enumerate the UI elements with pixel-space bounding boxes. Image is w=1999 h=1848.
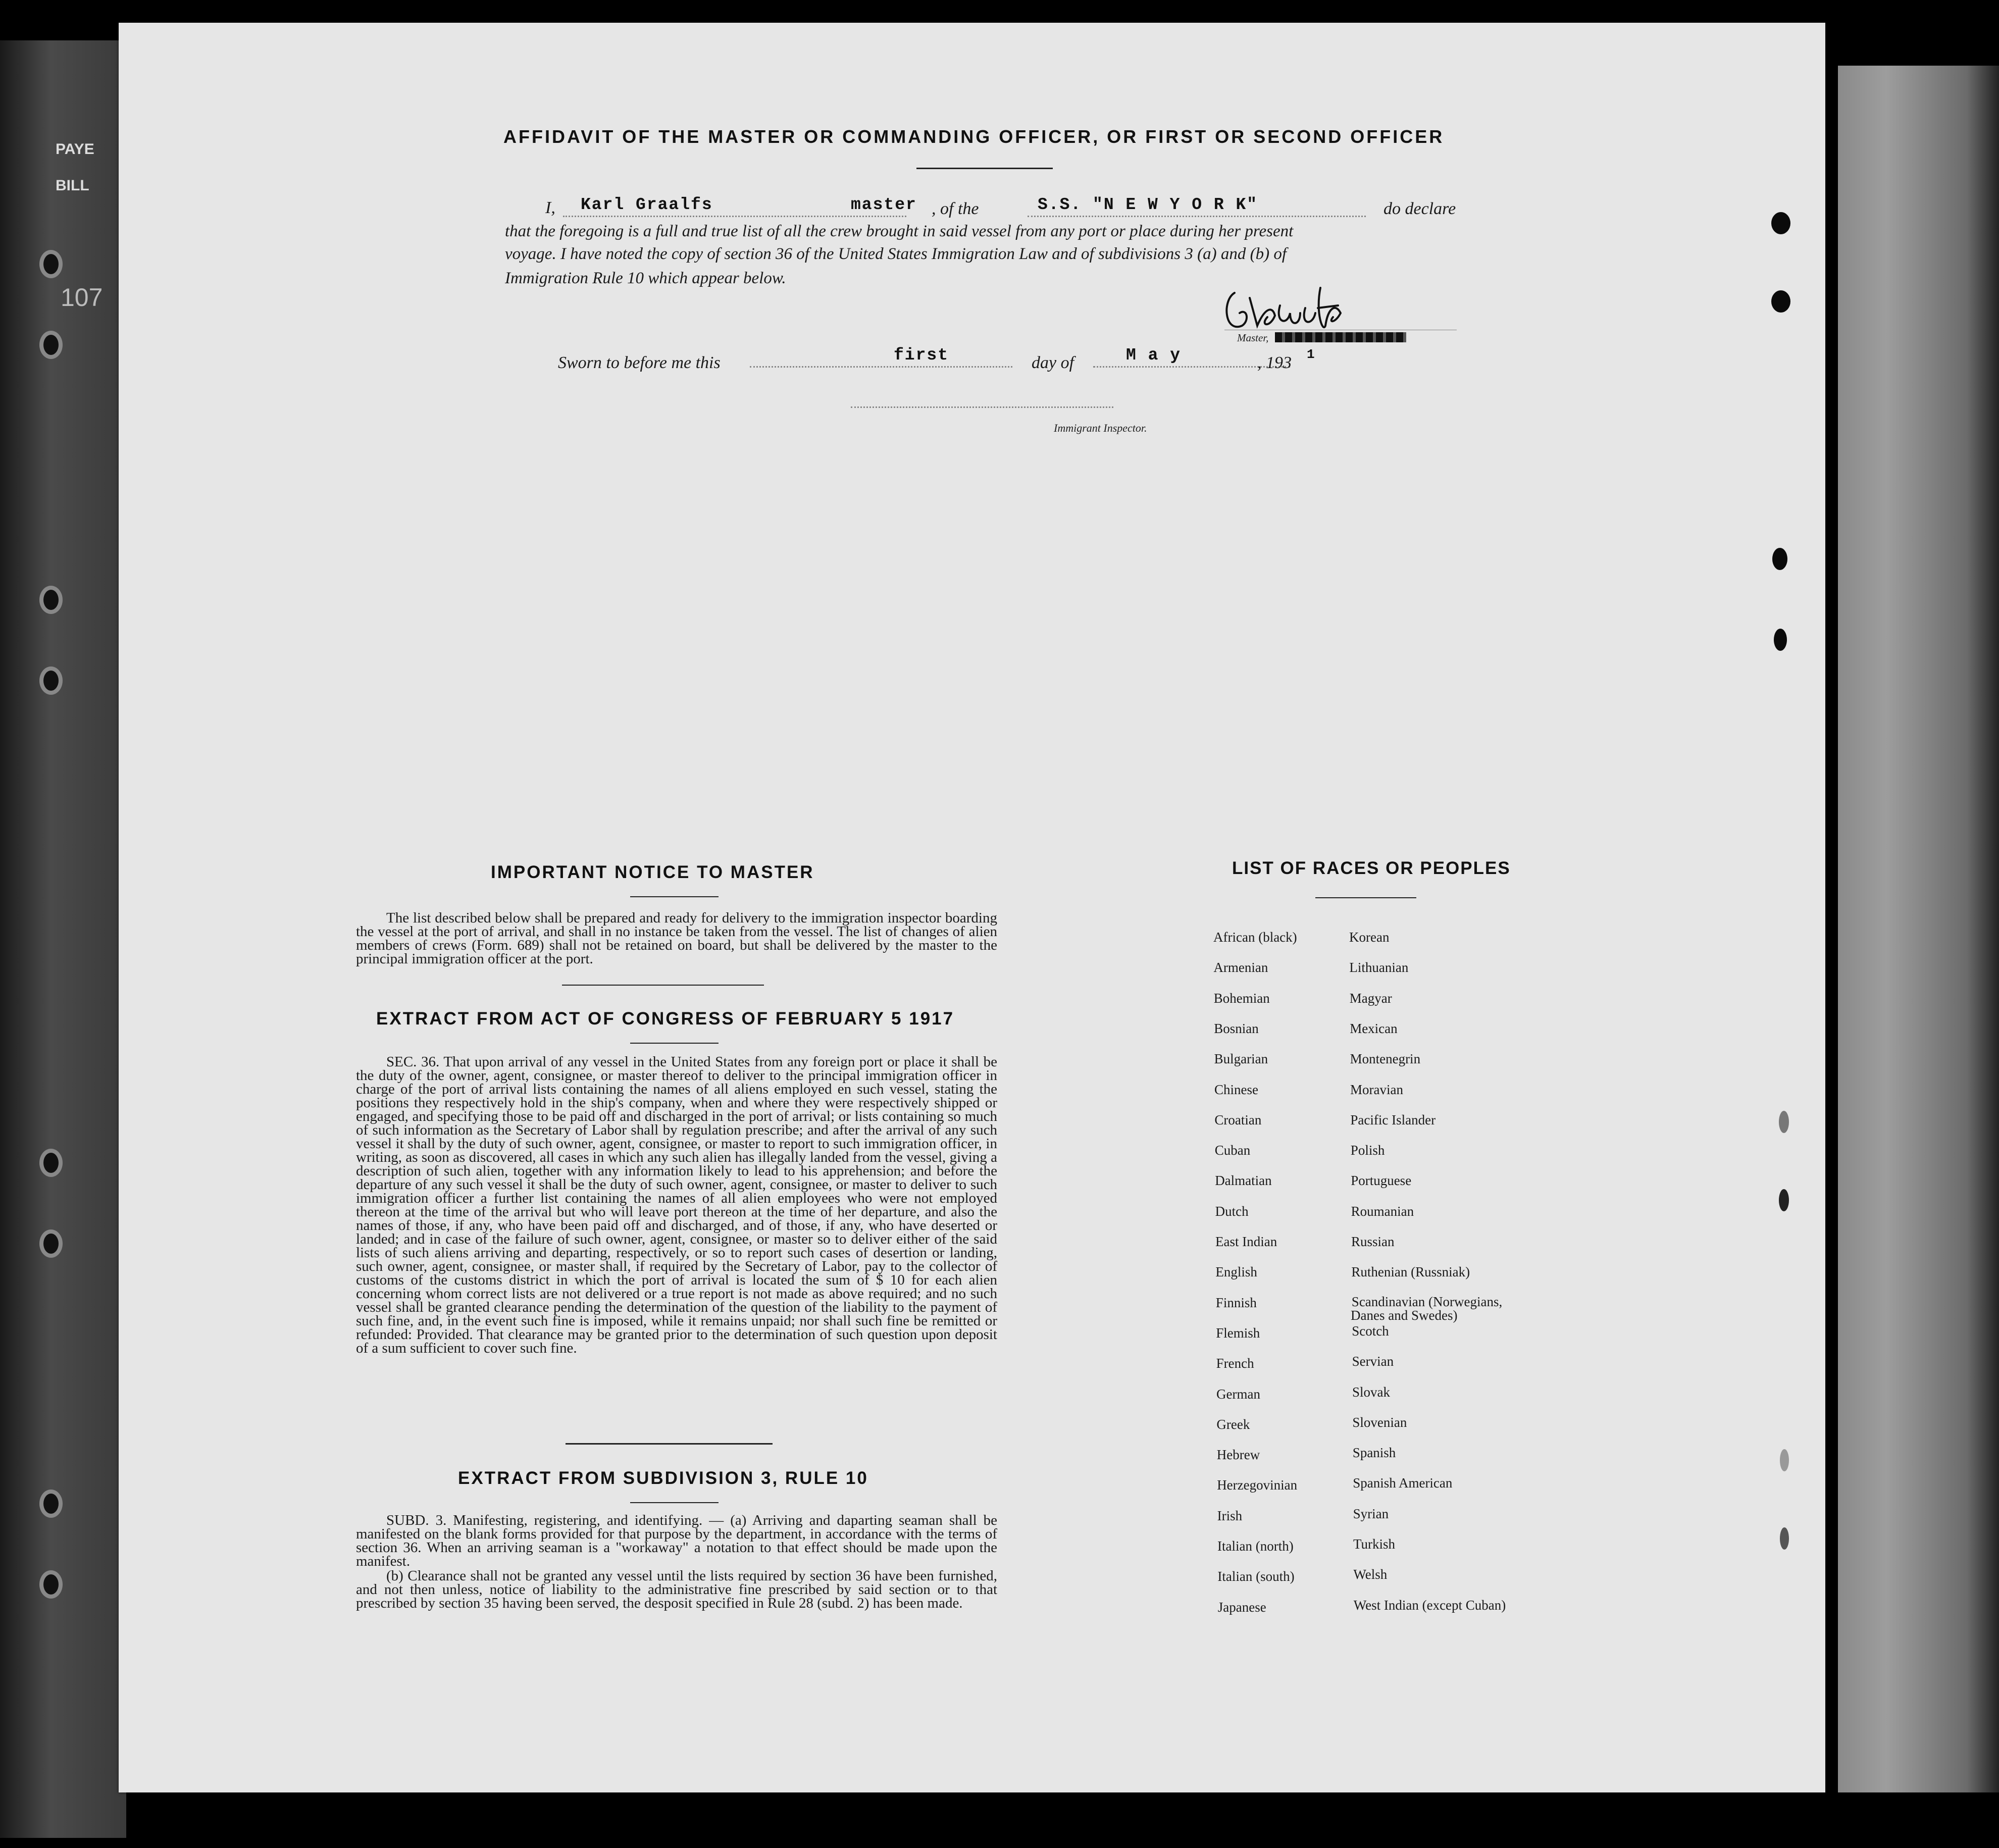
notice-divider: [562, 985, 764, 986]
year-digit: 1: [1307, 347, 1316, 362]
day-of-label: day of: [1032, 353, 1074, 372]
sworn-month: M a y: [1126, 346, 1182, 365]
race-item: Scotch: [1352, 1323, 1389, 1339]
inspector-line: [851, 406, 1113, 408]
punch-hole-7: [1780, 1449, 1789, 1471]
punch-hole-3: [1772, 548, 1787, 570]
race-item: Dalmatian: [1215, 1173, 1272, 1189]
race-item: Turkish: [1353, 1536, 1396, 1552]
punch-hole-5: [1779, 1111, 1789, 1133]
binder-hole-2: [39, 331, 63, 359]
notice-text: The list described below shall be prepared and ready for delivery to the immigration inspector boarding the vessel at the port of arrival, and shall in no instance be taken from the vessel. The list of changes of alien members of crews (Form. 689) shall not be retained on board, but shall be delivered by the master to the principal immigration officer at the port.: [356, 910, 997, 967]
affidavit-i-label: I,: [545, 198, 555, 217]
race-item: Armenian: [1213, 960, 1268, 976]
punch-hole-4: [1774, 629, 1787, 651]
race-item: Spanish American: [1353, 1475, 1453, 1491]
punch-hole-6: [1779, 1189, 1789, 1211]
stamp-line-2: BILL: [56, 177, 89, 194]
race-item: Dutch: [1215, 1203, 1249, 1219]
races-rule: [1315, 897, 1416, 898]
race-item: English: [1215, 1264, 1257, 1280]
master-name: Karl Graalfs: [581, 195, 713, 214]
binder-hole-8: [39, 1570, 63, 1599]
race-item: Japanese: [1217, 1599, 1266, 1615]
binder-hole-7: [39, 1490, 63, 1518]
binder-hole-4: [39, 666, 63, 695]
affidavit-title-rule: [916, 168, 1053, 169]
race-item: Servian: [1352, 1354, 1394, 1369]
stamp-line-1: PAYE: [56, 141, 94, 158]
race-item: West Indian (except Cuban): [1353, 1597, 1506, 1613]
affidavit-title: AFFIDAVIT OF THE MASTER OR COMMANDING OFFICER, OR FIRST OR SECOND OFFICER: [503, 126, 1445, 147]
master-rank: master: [851, 195, 917, 214]
back-page-edge: [1838, 66, 1999, 1792]
sworn-prefix: Sworn to before me this: [558, 353, 721, 372]
race-item: Bohemian: [1213, 990, 1270, 1006]
race-item: Montenegrin: [1350, 1051, 1421, 1067]
signature-caption: Master,: [1237, 332, 1269, 344]
race-item: Mexican: [1350, 1020, 1398, 1036]
of-the-label: , of the: [932, 199, 979, 218]
ghost-number: 107: [61, 283, 103, 312]
race-item: Scandinavian (Norwegians,: [1351, 1294, 1503, 1309]
punch-hole-2: [1771, 290, 1790, 313]
race-item: Magyar: [1349, 990, 1392, 1006]
race-item: Italian (south): [1217, 1569, 1295, 1584]
race-item: Polish: [1350, 1143, 1385, 1158]
day-underline: [750, 366, 1012, 368]
race-item: Finnish: [1215, 1295, 1257, 1310]
do-declare-label: do declare: [1383, 199, 1456, 218]
race-item: Italian (north): [1217, 1538, 1294, 1554]
race-item: Pacific Islander: [1350, 1112, 1436, 1127]
manifest-page: [119, 23, 1825, 1792]
affidavit-line-3: voyage. I have noted the copy of section 36 of the United States Immigration Law and of subdivisions 3 (a) and (b) of: [505, 245, 1287, 263]
race-item: Moravian: [1350, 1082, 1403, 1097]
race-item: French: [1216, 1356, 1254, 1371]
race-item: Cuban: [1214, 1143, 1251, 1158]
rule-text-b: (b) Clearance shall not be granted any vessel until the lists required by section 36 have been furnished, and not then unless, notice of liability to the administrative fine prescribed by said section or to that prescribed by section 35 having been served, the desposit specified in Rule 28 (subd. 2) has been made.: [356, 1568, 997, 1611]
rule-rule: [630, 1502, 719, 1503]
race-item: Ruthenian (Russniak): [1351, 1264, 1470, 1280]
race-item: Syrian: [1353, 1506, 1389, 1521]
race-item: Bosnian: [1214, 1020, 1259, 1036]
binder-hole-1: [39, 250, 63, 278]
punch-hole-1: [1771, 212, 1790, 234]
race-item: Bulgarian: [1214, 1051, 1268, 1067]
binder-hole-5: [39, 1149, 63, 1177]
race-item: Portuguese: [1351, 1173, 1412, 1189]
race-item: East Indian: [1215, 1234, 1277, 1249]
race-item: Chinese: [1214, 1082, 1258, 1097]
name-underline: [563, 216, 906, 217]
sworn-day: first: [894, 346, 949, 365]
binder-hole-6: [39, 1229, 63, 1258]
affidavit-line-4: Immigration Rule 10 which appear below.: [505, 269, 786, 287]
race-item: Spanish: [1352, 1445, 1396, 1461]
inspector-caption: Immigrant Inspector.: [1054, 422, 1147, 434]
race-item: Welsh: [1353, 1567, 1388, 1582]
binder-strip: [0, 40, 126, 1838]
rule-text-a: SUBD. 3. Manifesting, registering, and identifying. — (a) Arriving and daparting seaman shall be manifested on the blank forms provided for that purpose by the department, in accordance with the terms of section 36. When an arriving seaman is a "workaway" a notation to that effect should be made upon the manifest.: [356, 1512, 997, 1569]
vessel-name: S.S. "N E W Y O R K": [1038, 195, 1258, 214]
act-rule: [630, 1043, 719, 1044]
margin-stamp: [56, 131, 94, 204]
race-item: Russian: [1351, 1234, 1395, 1249]
race-item: Greek: [1216, 1416, 1250, 1432]
punch-hole-8: [1780, 1527, 1789, 1550]
binder-hole-3: [39, 586, 63, 614]
race-item: Flemish: [1216, 1325, 1260, 1341]
race-item: Lithuanian: [1349, 960, 1409, 976]
race-item: Slovenian: [1352, 1414, 1407, 1430]
act-text: SEC. 36. That upon arrival of any vessel in the United States from any foreign port or place it shall be the duty of the owner, agent, consignee, or master thereof to deliver to the principal immigration officer in charge of the port of arrival lists containing the names of all aliens employed en such vessel, stating the positions they respectively hold in the ship's company, when and where they were respectively shipped or engaged, and specifying those to be paid off and discharged in the port of arrival; or lists containing so much of such information as the Secretary of Labor shall by regulation prescribe; and after the arrival of any such vessel it shall by the duty of such owner, agent, consignee, or master to report to such immigration officer, in writing, as soon as discovered, all cases in which any such alien has illegally landed from the vessel, giving a description of such alien, together with any information likely to lead to his apprehension; and before the departure of any such vessel it shall be the duty of such owner, agent, consignee, or master to deliver to such immigration officer a further list containing the names of all alien employees who were not employed thereon at the time of the arrival but who will leave port thereon at the time of her departure, and also the names of those, if any, who have been paid off and discharged, and of those, if any, who have deserted or landed; and in case of the failure of such owner, agent, consignee, or master so to deliver either of the said lists of such aliens arriving and departing, respectively, or so to report such cases of desertion or landing, such owner, agent, consignee, or master shall, if required by the Secretary of Labor, pay to the collector of customs of the customs district in which the port of arrival is located the sum of $ 10 for each alien concerning whom correct lists are not delivered or a true report is not made as above required; and no such vessel shall be granted clearance pending the determination of the question of the liability to the payment of such fine, and, in the event such fine is imposed, while it remains unpaid; nor shall such fine be remitted or refunded: Provided. That clearance may be granted prior to the determination of such question upon deposit of a sum sufficient to cover such fine.: [356, 1054, 997, 1356]
race-item: Irish: [1217, 1508, 1243, 1523]
notice-title: IMPORTANT NOTICE TO MASTER: [491, 862, 814, 882]
affidavit-line-2: that the foregoing is a full and true list of all the crew brought in said vessel from any port or place during her present: [505, 222, 1294, 240]
year-prefix: , 193: [1257, 353, 1292, 372]
notice-rule: [630, 896, 719, 897]
race-item: Slovak: [1352, 1384, 1391, 1400]
race-item-continuation: Danes and Swedes): [1351, 1308, 1458, 1323]
race-item: Roumanian: [1351, 1203, 1414, 1219]
act-divider: [566, 1443, 773, 1445]
race-item: African (black): [1213, 930, 1297, 945]
race-item: German: [1216, 1386, 1260, 1402]
act-title: EXTRACT FROM ACT OF CONGRESS OF FEBRUARY 5 1917: [376, 1009, 955, 1029]
races-title: LIST OF RACES OR PEOPLES: [1232, 858, 1511, 878]
struck-out-title: [1275, 332, 1406, 342]
rule-title: EXTRACT FROM SUBDIVISION 3, RULE 10: [458, 1468, 868, 1488]
race-item: Croatian: [1214, 1112, 1262, 1127]
race-item: Herzegovinian: [1217, 1477, 1298, 1493]
vessel-underline: [1028, 216, 1366, 217]
race-item: Korean: [1349, 930, 1390, 945]
race-item: Hebrew: [1216, 1447, 1260, 1463]
